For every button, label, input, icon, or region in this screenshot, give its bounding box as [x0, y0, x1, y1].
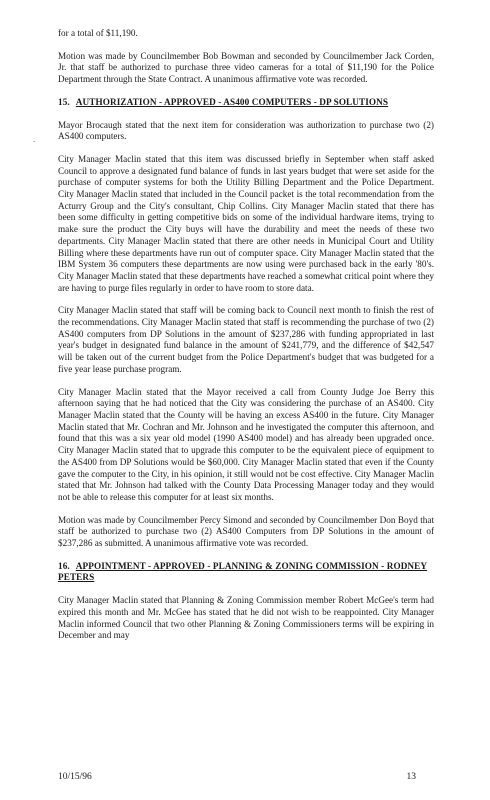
footer-date: 10/15/96 — [58, 772, 92, 782]
section-heading-16 — [58, 561, 434, 584]
paragraph-mayor-intro: Mayor Brocaugh stated that the next item for consideration was authorization to purchase two (2) AS400 computers. — [58, 119, 434, 142]
section-heading-15 — [58, 97, 434, 109]
margin-mark: . — [33, 134, 36, 144]
paragraph-manager-background: City Manager Maclin stated that this item was discussed briefly in September when staff asked Council to approve a designated fund balance of funds in last years budget that were set aside for the purchase of computer systems for both the Utility Billing Department and the Police Department. City Manager Maclin stated that included in the Council packet is the total recommendation from the Acturry Group and the City's consultant, Chip Collins. City Manager Maclin stated that there has been some difficulty in getting competitive bids on some of the individual hardware items, trying to make sure the product the City buys will have the durability and meet the needs of these two departments. City Manager Maclin stated that there are other needs in Municipal Court and Utility Billing where these departments have run out of computer space. City Manager Maclin stated that the IBM System 36 computers these departments are now using were purchased back in the early '80's. City Manager Maclin stated that these departments have reached a somewhat critical point where they are having to purge files regularly in order to have room to store data. — [58, 153, 434, 293]
section-title: AUTHORIZATION - APPROVED - AS400 COMPUTERS - DP SOLUTIONS — [75, 96, 389, 107]
page-number: 13 — [406, 772, 416, 782]
section-number: 16. — [58, 560, 70, 571]
section-title: APPOINTMENT - APPROVED - PLANNING & ZONING COMMISSION - RODNEY PETERS — [58, 560, 428, 583]
paragraph-motion-computers: Motion was made by Councilmember Percy Simond and seconded by Councilmember Don Boyd that staff be authorized to purchase two (2) AS400 Computers from DP Solutions in the amount of $237,286 as submitted. A unanimous affirmative vote was recorded. — [58, 514, 434, 549]
paragraph-carryover: for a total of $11,190. — [58, 28, 138, 38]
paragraph-appointment: City Manager Maclin stated that Planning & Zoning Commission member Robert McGee's term had expired this month and Mr. McGee has stated that he did not wish to be reappointed. City Manager Maclin informed Council that two other Planning & Zoning Commissioners terms will be expiring in December and may — [58, 595, 434, 641]
paragraph-county-offer: City Manager Maclin stated that the Mayor received a call from County Judge Joe Berry this afternoon saying that he had noticed that the City was considering the purchase of an AS400. City Manager Maclin stated that the County will be having an excess AS400 in the future. City Manager Maclin stated that Mr. Cochran and Mr. Johnson and he investigated the computer this afternoon, and found that this was a six year old model (1990 AS400 model) and has already been upgraded once. City Manager Maclin stated that to upgrade this computer to be the equivalent piece of equipment to the AS400 from DP Solutions would be $60,000. City Manager Maclin stated that even if the County gave the computer to the City, in his opinion, it still would not be cost effective. City Manager Maclin stated that Mr. Johnson had talked with the County Data Processing Manager today and they would not be able to release this computer for at least six months. — [58, 386, 434, 502]
paragraph-motion-cameras: Motion was made by Councilmember Bob Bowman and seconded by Councilmember Jack Corden, Jr. that staff be authorized to purchase three video cameras for a total of $11,190 for the Police Department through the State Contract. A unanimous affirmative vote was recorded. — [58, 50, 434, 85]
page-footer — [58, 772, 434, 782]
section-number: 15. — [58, 96, 70, 107]
paragraph-manager-recommendation: City Manager Maclin stated that staff will be coming back to Council next month to finish the rest of the recommendations. City Manager Maclin stated that staff is recommending the purchase of two (2) AS400 computers from DP Solutions in the amount of $237,286 with funding appropriated in last year's budget in designated fund balance in the amount of $241,779, and the difference of $42,547 will be taken out of the current budget from the Police Department's budget that was budgeted for a five year lease purchase program. — [58, 305, 434, 374]
document-page — [58, 28, 434, 653]
